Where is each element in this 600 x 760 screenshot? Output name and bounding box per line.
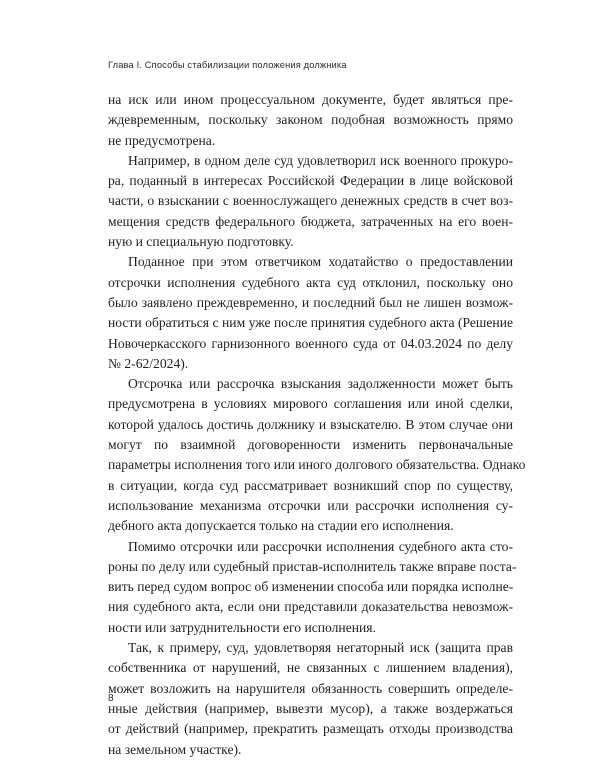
text-line: ждевременным, поскольку законом подобная возможность прямо: [108, 112, 513, 128]
text-line: параметры исполнения того или иного долгового обязательства. Однако: [108, 457, 526, 473]
text-line: на иск или ином процессуальном документе, будет являться пре-: [108, 92, 513, 107]
text-line: вить перед судом вопрос об изменении способа или порядка исполне-: [108, 579, 514, 595]
text-line: Поданное при этом ответчиком ходатайство о предоставлении: [128, 254, 513, 270]
text-line: ния судебного акта, если они представили доказательства невозмож-: [108, 599, 513, 615]
text-line: которой удалось достичь должнику и взыскателю. В этом случае они: [108, 416, 513, 432]
text-line: собственника от нарушений, не связанных с лишением владения),: [108, 660, 513, 676]
page-number: 8: [108, 693, 114, 704]
text-line: отсрочки исполнения судебного акта суд отклонил, поскольку оно: [108, 274, 513, 290]
text-line: использование механизма отсрочки или рассрочки исполнения су-: [108, 497, 513, 513]
text-line: Новочеркасского гарнизонного военного суда от 04.03.2024 по делу: [108, 335, 513, 351]
text-line: в ситуации, когда суд рассматривает возникший спор по существу,: [108, 477, 513, 493]
text-line: части, о взыскании с военнослужащего денежных средств в счет воз-: [108, 193, 513, 209]
body-text: [108, 90, 526, 760]
paragraph: [108, 638, 513, 760]
text-line: Помимо отсрочки или рассрочки исполнения судебного акта сто-: [128, 538, 513, 554]
text-line: роны по делу или судебный пристав-исполнитель также вправе поста-: [108, 558, 517, 574]
text-line: могут по взаимной договоренности изменить первоначальные: [108, 437, 513, 453]
text-line: дебного акта допускается только на стадии его исполнения.: [108, 518, 454, 534]
text-line: ности или затруднительности его исполнения.: [108, 619, 376, 635]
text-line: было заявлено преждевременно, и последний был не лишен возмож-: [108, 294, 513, 310]
paragraph: [108, 374, 526, 536]
text-line: Отсрочка или рассрочка взыскания задолженности может быть: [128, 376, 513, 392]
paragraph: [108, 252, 513, 374]
paragraph: [108, 90, 513, 151]
text-line: не предусмотрена.: [108, 132, 216, 148]
paragraph: [108, 151, 513, 252]
text-line: ра, поданный в интересах Российской Федерации в лице войсковой: [108, 173, 513, 189]
text-line: от действий (например, прекратить размещать отходы производства: [108, 721, 513, 737]
text-line: на земельном участке).: [108, 741, 242, 757]
text-line: предусмотрена в условиях мирового соглашения или иной сделки,: [108, 396, 513, 412]
text-line: Так, к примеру, суд, удовлетворяя негаторный иск (защита прав: [128, 640, 513, 656]
text-line: может возложить на нарушителя обязанность совершить определе-: [108, 680, 513, 696]
text-line: мещения средств федерального бюджета, затраченных на его воен-: [108, 213, 513, 229]
paragraph: [108, 537, 517, 638]
text-line: № 2-62/2024).: [108, 355, 189, 371]
text-line: нные действия (например, вывезти мусор), а также воздержаться: [108, 700, 513, 716]
running-header: Глава I. Способы стабилизации положения должника: [108, 60, 347, 70]
text-line: ную и специальную подготовку.: [108, 234, 294, 250]
text-line: Например, в одном деле суд удовлетворил иск военного прокуро-: [128, 152, 513, 168]
text-line: ности обратиться с ним уже после принятия судебного акта (Решение: [108, 315, 513, 331]
